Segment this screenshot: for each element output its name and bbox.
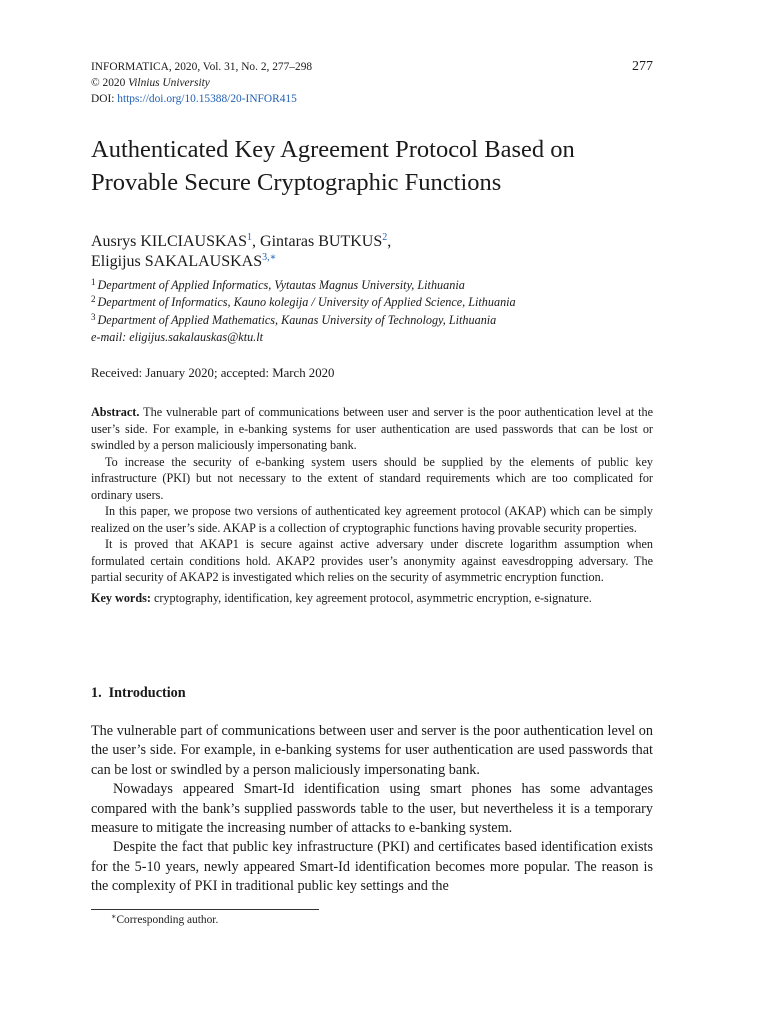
abstract-paragraph: To increase the security of e-banking system users should be supplied by the elements of public key infrastructure (PKI) but not necessary to the extent of standard requirements which are too complicated for ordinary users. [91,454,653,502]
contact-email: e-mail: eligijus.sakalauskas@ktu.lt [91,329,263,344]
author-list: Ausrys KILCIAUSKAS$^1$, Gintaras BUTKUS$^2$, Eligijus $SAKALAUSKAS^{3,∗}$ [91,232,392,270]
copyright-line: © 2020 Vilnius University [91,77,210,89]
doi-link[interactable]: https://doi.org/10.15388/20-INFOR415 [117,93,297,105]
body-paragraph: Nowadays appeared Smart-Id identification using smart phones has some advantages compared with the bank’s supplied passwords table to the user, but nevertheless it is a temporary measure to mitigate the increasing number of attacks to e-banking system. [91,781,653,837]
affiliation-ref[interactable]: 1 [247,232,253,243]
abstract-paragraph: It is proved that AKAP1 is secure against active adversary under discrete logarithm assumption when formulated certain conditions hold. AKAP2 provides user’s anonymity against eavesdropping adversary. The partial security of AKAP2 is investigated which relies on the security of asymmetric encryption function. [91,537,653,584]
page-header [91,59,653,107]
copyright-org: Vilnius University [128,77,210,89]
abstract-label: Abstract. [91,405,140,419]
body-paragraph: Despite the fact that public key infrastructure (PKI) and certificates based identification exists for the 5-10 years, newly appeared Smart-Id identification becomes more popular. The reason is the complexity of PKI in traditional public key settings and the [91,839,653,895]
paper-title: Authenticated Key Agreement Protocol Based on Provable Secure Cryptographic Functions [91,136,575,196]
affiliation-ref[interactable]: 3,∗ [262,252,277,263]
author-name: Ausrys KILCIAUSKAS [91,233,248,250]
affiliation-ref[interactable]: 2 [382,232,388,243]
introduction-text [91,722,653,897]
abstract-paragraph: In this paper, we propose two versions of authenticated key agreement protocol (AKAP) which can be simply realized on the user’s side. AKAP is a collection of cryptographic functions having provable security properties. [91,504,653,535]
doi-line: DOI: https://doi.org/10.15388/20-INFOR415 [91,93,297,105]
body-paragraph: The vulnerable part of communications between user and server is the poor authentication level on the user’s side. For example, in e-banking systems for user authentication are used passwords that can be lost or swindled by a person maliciously impersonating bank. [91,723,653,778]
affiliation-item: $^2$ Department of Informatics, Kauno kolegija / University of Applied Science, Lithuania [91,294,516,310]
footnote: ∗Corresponding author. [111,912,219,926]
author-name: Eligijus SAKALAUSKAS [91,253,263,270]
abstract [91,404,653,606]
footnote-divider [91,909,319,910]
abstract-paragraph: Abstract. The vulnerable part of communications between user and server is the poor authentication level at the user’s side. For example, in e-banking systems for user authentication are used passwords that can be lost or swindled by a person maliciously impersonating bank. [91,405,653,452]
page-number: 277 [632,59,653,74]
author-name: Gintaras BUTKUS [260,233,383,250]
keywords: Key words: cryptography, identification, key agreement protocol, asymmetric encryption, e-signature. [91,590,592,605]
affiliation-item: $^3$ Department of Applied Mathematics, Kaunas University of Technology, Lithuania [91,311,497,327]
section-heading: 1. Introduction [91,685,186,701]
journal-citation: INFORMATICA, 2020, Vol. 31, No. 2, 277–298 [91,61,313,73]
received-dates: Received: January 2020; accepted: March 2020 [91,366,335,380]
keywords-label: Key words: [91,590,151,605]
affiliations [91,277,661,346]
affiliation-item: $^1$ Department of Applied Informatics, Vytautas Magnus University, Lithuania [91,277,465,292]
